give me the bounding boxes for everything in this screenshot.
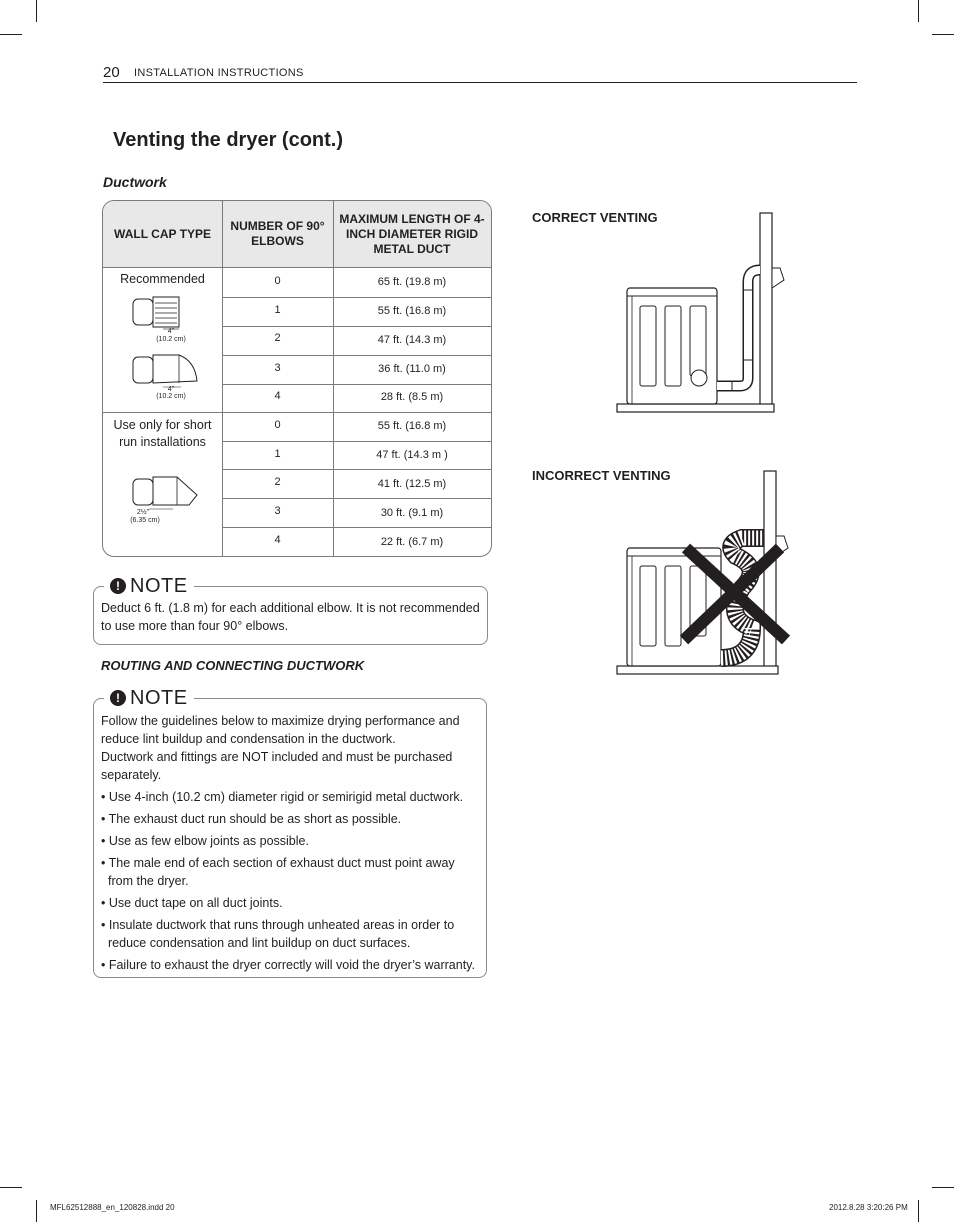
cap-dim-bottom: (6.35 cm) [130,517,160,524]
length-value: 65 ft. (19.8 m) [377,276,447,288]
guidelines-list [101,788,481,974]
length-value: 36 ft. (11.0 m) [378,363,446,375]
cap-type-short-run [103,417,222,451]
crop-mark [36,0,37,22]
elbows-value: 1 [274,448,281,460]
duct-length-table [102,200,492,557]
cap-dim-top: 4" [167,386,175,393]
length-value: 47 ft. (14.3 m) [377,334,447,346]
footer-timestamp: 2012.8.28 3:20:26 PM [829,1203,908,1212]
crop-mark [0,34,22,35]
note-line: to use more than four 90° elbows. [101,619,289,633]
elbows-value: 2 [274,476,281,488]
footer-file-info: MFL62512888_en_120828.indd 20 [50,1203,175,1212]
crop-mark [932,34,954,35]
cap-dim-bottom: (10.2 cm) [156,336,186,343]
exclamation-icon: ! [110,578,126,594]
correct-venting-illustration [612,210,792,416]
note-heading [104,574,194,598]
elbows-value: 4 [274,534,281,546]
elbows-value: 3 [274,362,281,374]
row-divider [222,326,491,327]
list-item: • Failure to exhaust the dryer correctly will void the dryer’s warranty. [101,958,475,972]
elbows-value: 4 [274,390,281,402]
group-divider [103,412,491,413]
row-divider [222,498,491,499]
incorrect-venting-label: INCORRECT VENTING [532,468,671,483]
header-rule [103,82,857,83]
note-heading [104,686,194,710]
elbows-value: 0 [274,275,281,287]
crop-mark [932,1187,954,1188]
guidelines-text [101,712,481,974]
elbows-value: 2 [274,332,281,344]
length-value: 55 ft. (16.8 m) [377,420,447,432]
note-line: Deduct 6 ft. (1.8 m) for each additional elbow. It is not recommended [101,601,480,615]
correct-venting-label: CORRECT VENTING [532,210,658,225]
list-item: • The male end of each section of exhaust duct must point away from the dryer. [101,856,455,888]
row-divider [222,297,491,298]
list-item: • The exhaust duct run should be as short as possible. [101,812,402,826]
crop-mark [918,1200,919,1222]
cap-type-line: Use only for short [113,418,212,432]
cap-type-line: run installations [119,435,206,449]
crop-mark [0,1187,22,1188]
row-divider [222,469,491,470]
list-item: • Use duct tape on all duct joints. [101,896,283,910]
cap-dim-bottom: (10.2 cm) [156,393,186,400]
row-divider [222,527,491,528]
list-item: • Use as few elbow joints as possible. [101,834,309,848]
column-divider [333,201,334,556]
crop-mark [36,1200,37,1222]
section-label: INSTALLATION INSTRUCTIONS [134,67,304,79]
note-label: NOTE [130,686,188,709]
ductwork-heading: Ductwork [103,174,167,190]
length-value: 47 ft. (14.3 m ) [376,449,448,461]
cap-dim-top: 2½" [136,509,150,516]
length-value: 28 ft. (8.5 m) [380,391,444,403]
column-divider [222,201,223,556]
elbows-value: 0 [274,419,281,431]
exclamation-icon: ! [110,690,126,706]
page-number: 20 [103,64,120,81]
crop-mark [918,0,919,22]
length-value: 55 ft. (16.8 m) [377,305,447,317]
row-divider [222,384,491,385]
row-divider [222,355,491,356]
cap-type-recommended: Recommended [120,272,205,286]
note-text [101,599,485,635]
routing-heading: ROUTING AND CONNECTING DUCTWORK [101,658,365,673]
guidelines-intro: Follow the guidelines below to maximize drying performance and reduce lint buildup and condensation in the ductwork. [101,714,460,746]
incorrect-venting-illustration [612,468,792,678]
table-header-row [103,201,491,268]
cap-dim-top: 4" [167,328,175,335]
list-item: • Insulate ductwork that runs through unheated areas in order to reduce condensation and lint buildup on duct surfaces. [101,918,455,950]
header-elbows: NUMBER OF 90° ELBOWS [230,219,325,248]
length-value: 41 ft. (12.5 m) [377,478,447,490]
header-wall-cap-type: WALL CAP TYPE [114,226,211,241]
row-divider [222,441,491,442]
note-label: NOTE [130,574,188,597]
page-title: Venting the dryer (cont.) [113,129,344,151]
length-value: 30 ft. (9.1 m) [380,507,444,519]
guidelines-intro: Ductwork and fittings are NOT included and must be purchased separately. [101,750,453,782]
elbows-value: 1 [274,304,281,316]
header-max-length: MAXIMUM LENGTH OF 4-INCH DIAMETER RIGID METAL DUCT [339,211,485,256]
elbows-value: 3 [274,505,281,517]
length-value: 22 ft. (6.7 m) [380,536,444,548]
list-item: • Use 4-inch (10.2 cm) diameter rigid or semirigid metal ductwork. [101,790,464,804]
